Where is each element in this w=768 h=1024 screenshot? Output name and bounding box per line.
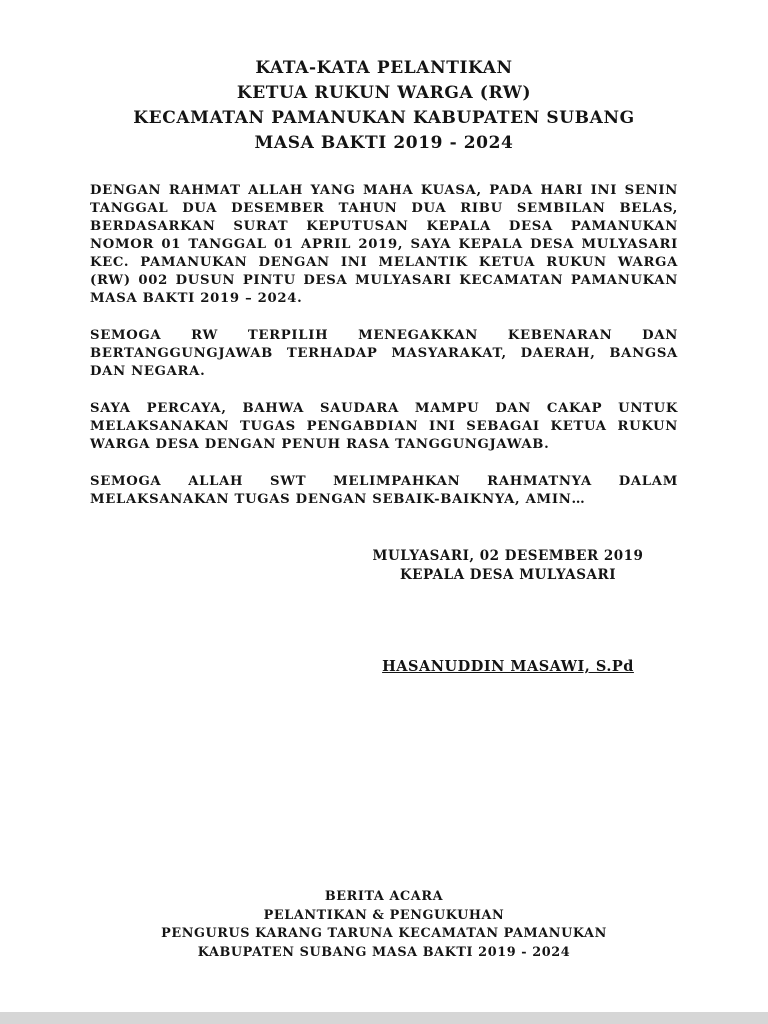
footer-line-1: BERITA ACARA — [324, 889, 444, 904]
signature-name: HASANUDDIN MASAWI, S.Pd — [382, 658, 634, 675]
paragraph-closing: SEMOGA ALLAH SWT MELIMPAHKAN RAHMATNYA DALAM MELAKSANAKAN TUGAS DENGAN SEBAIK-BAIKNYA, AMIN… — [90, 474, 678, 507]
paragraph-trust: SAYA PERCAYA, BAHWA SAUDARA MAMPU DAN CAKAP UNTUK MELAKSANAKAN TUGAS PENGABDIAN INI SEBAGAI KETUA RUKUN WARGA DESA DENGAN PENUH RASA TANGGUNGJAWAB. — [90, 401, 678, 452]
signature-place-date: MULYASARI, 02 DESEMBER 2019 — [372, 548, 644, 564]
signature-block — [348, 547, 668, 676]
title-line-3: KECAMATAN PAMANUKAN KABUPATEN SUBANG — [133, 108, 635, 128]
footer-block — [90, 888, 678, 962]
title-line-2: KETUA RUKUN WARGA (RW) — [236, 83, 532, 103]
paragraph-opening: DENGAN RAHMAT ALLAH YANG MAHA KUASA, PADA HARI INI SENIN TANGGAL DUA DESEMBER TAHUN DUA RIBU SEMBILAN BELAS, BERDASARKAN SURAT KEPUTUSAN KEPALA DESA PAMANUKAN NOMOR 01 TANGGAL 01 APRIL 2019, SAYA KEPALA DESA MULYASARI KEC. PAMANUKAN DENGAN INI MELANTIK KETUA RUKUN WARGA (RW) 002 DUSUN PINTU DESA MULYASARI KECAMATAN PAMANUKAN MASA BAKTI 2019 – 2024. — [90, 183, 678, 306]
signature-role: KEPALA DESA MULYASARI — [399, 567, 617, 583]
footer-line-2: PELANTIKAN & PENGUKUHAN — [263, 907, 505, 923]
footer-line-3: PENGURUS KARANG TARUNA KECAMATAN PAMANUKAN — [161, 926, 607, 941]
title-line-1: KATA-KATA PELANTIKAN — [255, 58, 513, 78]
paragraph-hope: SEMOGA RW TERPILIH MENEGAKKAN KEBENARAN DAN BERTANGGUNGJAWAB TERHADAP MASYARAKAT, DAERAH, BANGSA DAN NEGARA. — [90, 328, 678, 379]
footer-line-4: KABUPATEN SUBANG MASA BAKTI 2019 - 2024 — [197, 944, 571, 960]
title-line-4: MASA BAKTI 2019 - 2024 — [254, 133, 514, 153]
document-title — [90, 56, 678, 156]
